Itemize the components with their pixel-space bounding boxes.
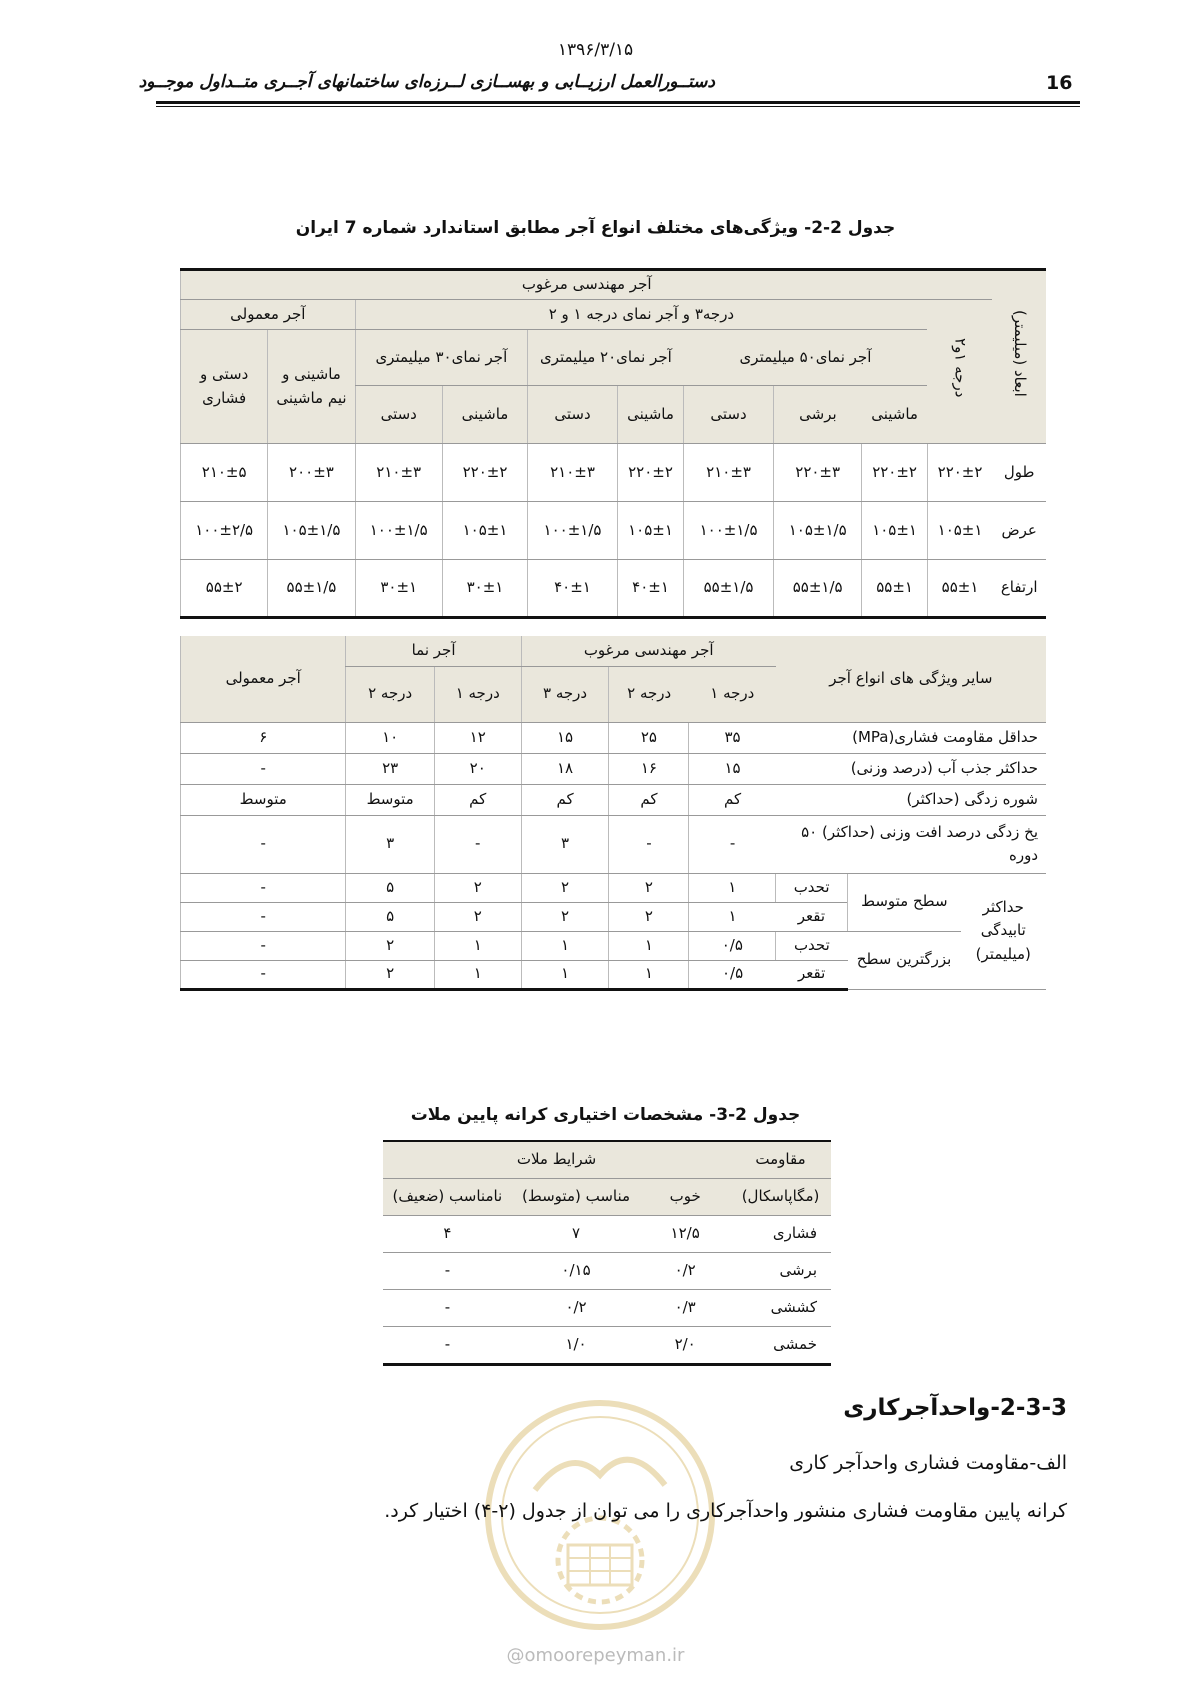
table-cell: ۲ <box>434 902 521 931</box>
table-cell: ۰/۲ <box>640 1253 730 1290</box>
table-cell: ۱۰۵±۱ <box>927 502 992 560</box>
table-cell: ۱۰۵±۱ <box>617 502 683 560</box>
header-title: دستــورالعمل ارزیــابی و بهســازی لــرزه‌ای ساختمانهای آجــری متــداول موجــود <box>138 72 715 92</box>
table-cell: ۱۰۵±۱ <box>862 502 927 560</box>
table-cell: - <box>181 753 346 784</box>
col-hand: دستی <box>528 386 618 444</box>
table-cell: - <box>181 960 346 989</box>
grade3-header: درجه ۳ <box>521 666 609 722</box>
avg-surface-label: سطح متوسط <box>848 873 961 931</box>
table-cell: کم <box>521 784 609 815</box>
grade2-header: درجه ۲ <box>609 666 689 722</box>
concave-label: تقعر <box>776 902 848 931</box>
table-cell: ۱۰۰±۱/۵ <box>684 502 774 560</box>
table-cell: ۱۰۰±۱/۵ <box>355 502 442 560</box>
row-label: عرض <box>992 502 1046 560</box>
table-cell: ۰/۱۵ <box>512 1253 640 1290</box>
table-cell: ۲۲۰±۲ <box>927 444 992 502</box>
table-cell: ۲/۰ <box>640 1327 730 1365</box>
table-cell: - <box>434 815 521 873</box>
table-cell: ۲ <box>434 873 521 902</box>
col-machine: ماشینی <box>442 386 527 444</box>
grade2-header: درجه ۲ <box>346 666 434 722</box>
col-machine: ماشینی <box>862 386 927 444</box>
table-cell: ۲ <box>346 960 434 989</box>
table-cell: ۰/۳ <box>640 1290 730 1327</box>
table-cell: کم <box>434 784 521 815</box>
other-props-header: سایر ویژگی های انواع آجر <box>776 636 1046 722</box>
resistance-header: مقاومت <box>730 1141 831 1179</box>
weak-header: نامناسب (ضعیف) <box>383 1179 512 1216</box>
table-cell: ۴۰±۱ <box>617 560 683 618</box>
grade-group-header: درجه۳ و آجر نمای درجه ۱ و ۲ <box>355 300 927 330</box>
col-hand-press: دستی و فشاری <box>181 330 268 444</box>
table-cell: کم <box>689 784 776 815</box>
table-cell: ۱۲ <box>434 722 521 753</box>
table-cell: ۵۵±۱/۵ <box>684 560 774 618</box>
row-label: کششی <box>730 1290 831 1327</box>
table-cell: ۵ <box>346 873 434 902</box>
table-cell: ۱ <box>609 931 689 960</box>
row-label: طول <box>992 444 1046 502</box>
table-cell: ۲ <box>346 931 434 960</box>
table-cell: ۱ <box>521 960 609 989</box>
table-cell: ۲۲۰±۲ <box>617 444 683 502</box>
table-cell: ۱۰۵±۱/۵ <box>773 502 862 560</box>
table-cell: ۲۳ <box>346 753 434 784</box>
conditions-header: شرایط ملات <box>383 1141 730 1179</box>
table-cell: ۰/۲ <box>512 1290 640 1327</box>
table-cell: ۱ <box>689 902 776 931</box>
table-cell: ۴۰±۱ <box>528 560 618 618</box>
table-cell: ۲ <box>521 873 609 902</box>
brick-properties-table <box>180 636 1046 991</box>
medium-header: مناسب (متوسط) <box>512 1179 640 1216</box>
table-cell: ۱ <box>434 931 521 960</box>
table-cell: ۵۵±۱/۵ <box>773 560 862 618</box>
table-cell: ۶ <box>181 722 346 753</box>
convex-label: تحدب <box>776 873 848 902</box>
table-cell: - <box>181 815 346 873</box>
col-machine: ماشینی <box>617 386 683 444</box>
table-cell: - <box>383 1290 512 1327</box>
row-label: یخ زدگی درصد افت وزنی (حداکثر) ۵۰ دوره <box>776 815 1046 873</box>
engineering-brick-header: آجر مهندسی مرغوب <box>181 270 993 300</box>
grade1-header: درجه ۱ <box>689 666 776 722</box>
table-cell: - <box>181 873 346 902</box>
table-cell: ۵۵±۱ <box>927 560 992 618</box>
table-cell: ۱ <box>434 960 521 989</box>
table-caption: جدول 2-3- مشخصات اختیاری کرانه پایین ملات <box>410 1105 801 1125</box>
table-cell: ۱۶ <box>609 753 689 784</box>
brick-dimensions-table <box>180 268 1046 619</box>
table-cell: ۵۵±۱ <box>862 560 927 618</box>
col-hand: دستی <box>355 386 442 444</box>
row-label: برشی <box>730 1253 831 1290</box>
table-cell: ۱ <box>689 873 776 902</box>
common-brick-header: آجر معمولی <box>181 300 356 330</box>
table-cell: ۵۵±۲ <box>181 560 268 618</box>
warp-label: حداکثر تابیدگی (میلیمتر) <box>961 873 1046 989</box>
table-cell: - <box>383 1327 512 1365</box>
paragraph-subheading: الف-مقاومت فشاری واحدآجر کاری <box>789 1452 1067 1474</box>
header-date: ۱۳۹۶/۳/۱۵ <box>557 40 634 60</box>
table-caption: جدول 2-2- ویژگی‌های مختلف انواع آجر مطابق استاندارد شماره 7 ایران <box>295 218 896 238</box>
table-cell: کم <box>609 784 689 815</box>
table-cell: ۰/۵ <box>689 931 776 960</box>
page-number: 16 <box>1046 72 1073 94</box>
table-cell: ۲۲۰±۲ <box>862 444 927 502</box>
mortar-table <box>383 1140 831 1366</box>
col-cut: برشی <box>773 386 862 444</box>
table-cell: ۱۵ <box>689 753 776 784</box>
table-cell: - <box>689 815 776 873</box>
table-cell: ۳ <box>521 815 609 873</box>
table-cell: - <box>181 902 346 931</box>
dims-header-cell: ابعاد (میلیمتر) <box>992 270 1046 444</box>
table-cell: ۱۲/۵ <box>640 1216 730 1253</box>
convex-label: تحدب <box>776 931 848 960</box>
table-cell: ۲۲۰±۳ <box>773 444 862 502</box>
table-cell: - <box>383 1253 512 1290</box>
section-heading: 2-3-3-واحدآجرکاری <box>843 1395 1067 1421</box>
col-machine-semi: ماشینی و نیم ماشینی <box>268 330 355 444</box>
table-cell: ۴ <box>383 1216 512 1253</box>
row-label: خمشی <box>730 1327 831 1365</box>
table-cell: ۰/۵ <box>689 960 776 989</box>
nama50-header: آجر نمای۵۰ میلیمتری <box>684 330 928 386</box>
common-header: آجر معمولی <box>181 636 346 722</box>
table-cell: - <box>181 931 346 960</box>
table-cell: ۲۰۰±۳ <box>268 444 355 502</box>
good-header: خوب <box>640 1179 730 1216</box>
table-cell: ۱۵ <box>521 722 609 753</box>
table-cell: ۲۵ <box>609 722 689 753</box>
table-cell: ۲۲۰±۲ <box>442 444 527 502</box>
table-cell: ۱ <box>521 931 609 960</box>
table-cell: ۲۱۰±۳ <box>684 444 774 502</box>
table-cell: ۱۰ <box>346 722 434 753</box>
table-cell: ۱/۰ <box>512 1327 640 1365</box>
grade12-header-cell: درجه ۱و۲ <box>927 300 992 444</box>
table-cell: ۱۰۵±۱/۵ <box>268 502 355 560</box>
table-cell: متوسط <box>181 784 346 815</box>
table-cell: ۱۰۰±۱/۵ <box>528 502 618 560</box>
row-label: حداقل مقاومت فشاری(MPa) <box>776 722 1046 753</box>
table-cell: ۷ <box>512 1216 640 1253</box>
max-surface-label: بزرگترین سطح <box>848 931 961 989</box>
table-cell: ۲۱۰±۵ <box>181 444 268 502</box>
table-cell: ۱۰۵±۱ <box>442 502 527 560</box>
row-label: حداکثر جذب آب (درصد وزنی) <box>776 753 1046 784</box>
table-cell: ۳۵ <box>689 722 776 753</box>
table-cell: ۵ <box>346 902 434 931</box>
grade1-header: درجه ۱ <box>434 666 521 722</box>
row-label: شوره زدگی (حداکثر) <box>776 784 1046 815</box>
table-cell: ۵۵±۱/۵ <box>268 560 355 618</box>
nama30-header: آجر نمای۳۰ میلیمتری <box>355 330 528 386</box>
row-label: ارتفاع <box>992 560 1046 618</box>
table-cell: متوسط <box>346 784 434 815</box>
nama20-header: آجر نمای۲۰ میلیمتری <box>528 330 684 386</box>
watermark-text: @omoorepeyman.ir <box>506 1645 685 1666</box>
table-cell: ۲۱۰±۳ <box>355 444 442 502</box>
concave-label: تقعر <box>776 960 848 989</box>
table-cell: ۳۰±۱ <box>442 560 527 618</box>
table-cell: - <box>609 815 689 873</box>
table-cell: ۱۰۰±۲/۵ <box>181 502 268 560</box>
table-cell: ۳۰±۱ <box>355 560 442 618</box>
table-cell: ۳ <box>346 815 434 873</box>
table-cell: ۲ <box>521 902 609 931</box>
table-cell: ۲ <box>609 873 689 902</box>
table-cell: ۲۱۰±۳ <box>528 444 618 502</box>
row-label: فشاری <box>730 1216 831 1253</box>
paragraph-text: کرانه پایین مقاومت فشاری منشور واحدآجرکاری را می توان از جدول (۲-۴) اختیار کرد. <box>384 1500 1067 1522</box>
table-cell: ۲۰ <box>434 753 521 784</box>
header-rule-thin <box>156 106 1080 107</box>
header-rule <box>156 101 1080 104</box>
table-cell: ۱۸ <box>521 753 609 784</box>
eng-header: آجر مهندسی مرغوب <box>521 636 776 666</box>
nama-header: آجر نما <box>346 636 521 666</box>
table-cell: ۲ <box>609 902 689 931</box>
table-cell: ۱ <box>609 960 689 989</box>
unit-header: (مگاپاسکال) <box>730 1179 831 1216</box>
col-hand: دستی <box>684 386 774 444</box>
